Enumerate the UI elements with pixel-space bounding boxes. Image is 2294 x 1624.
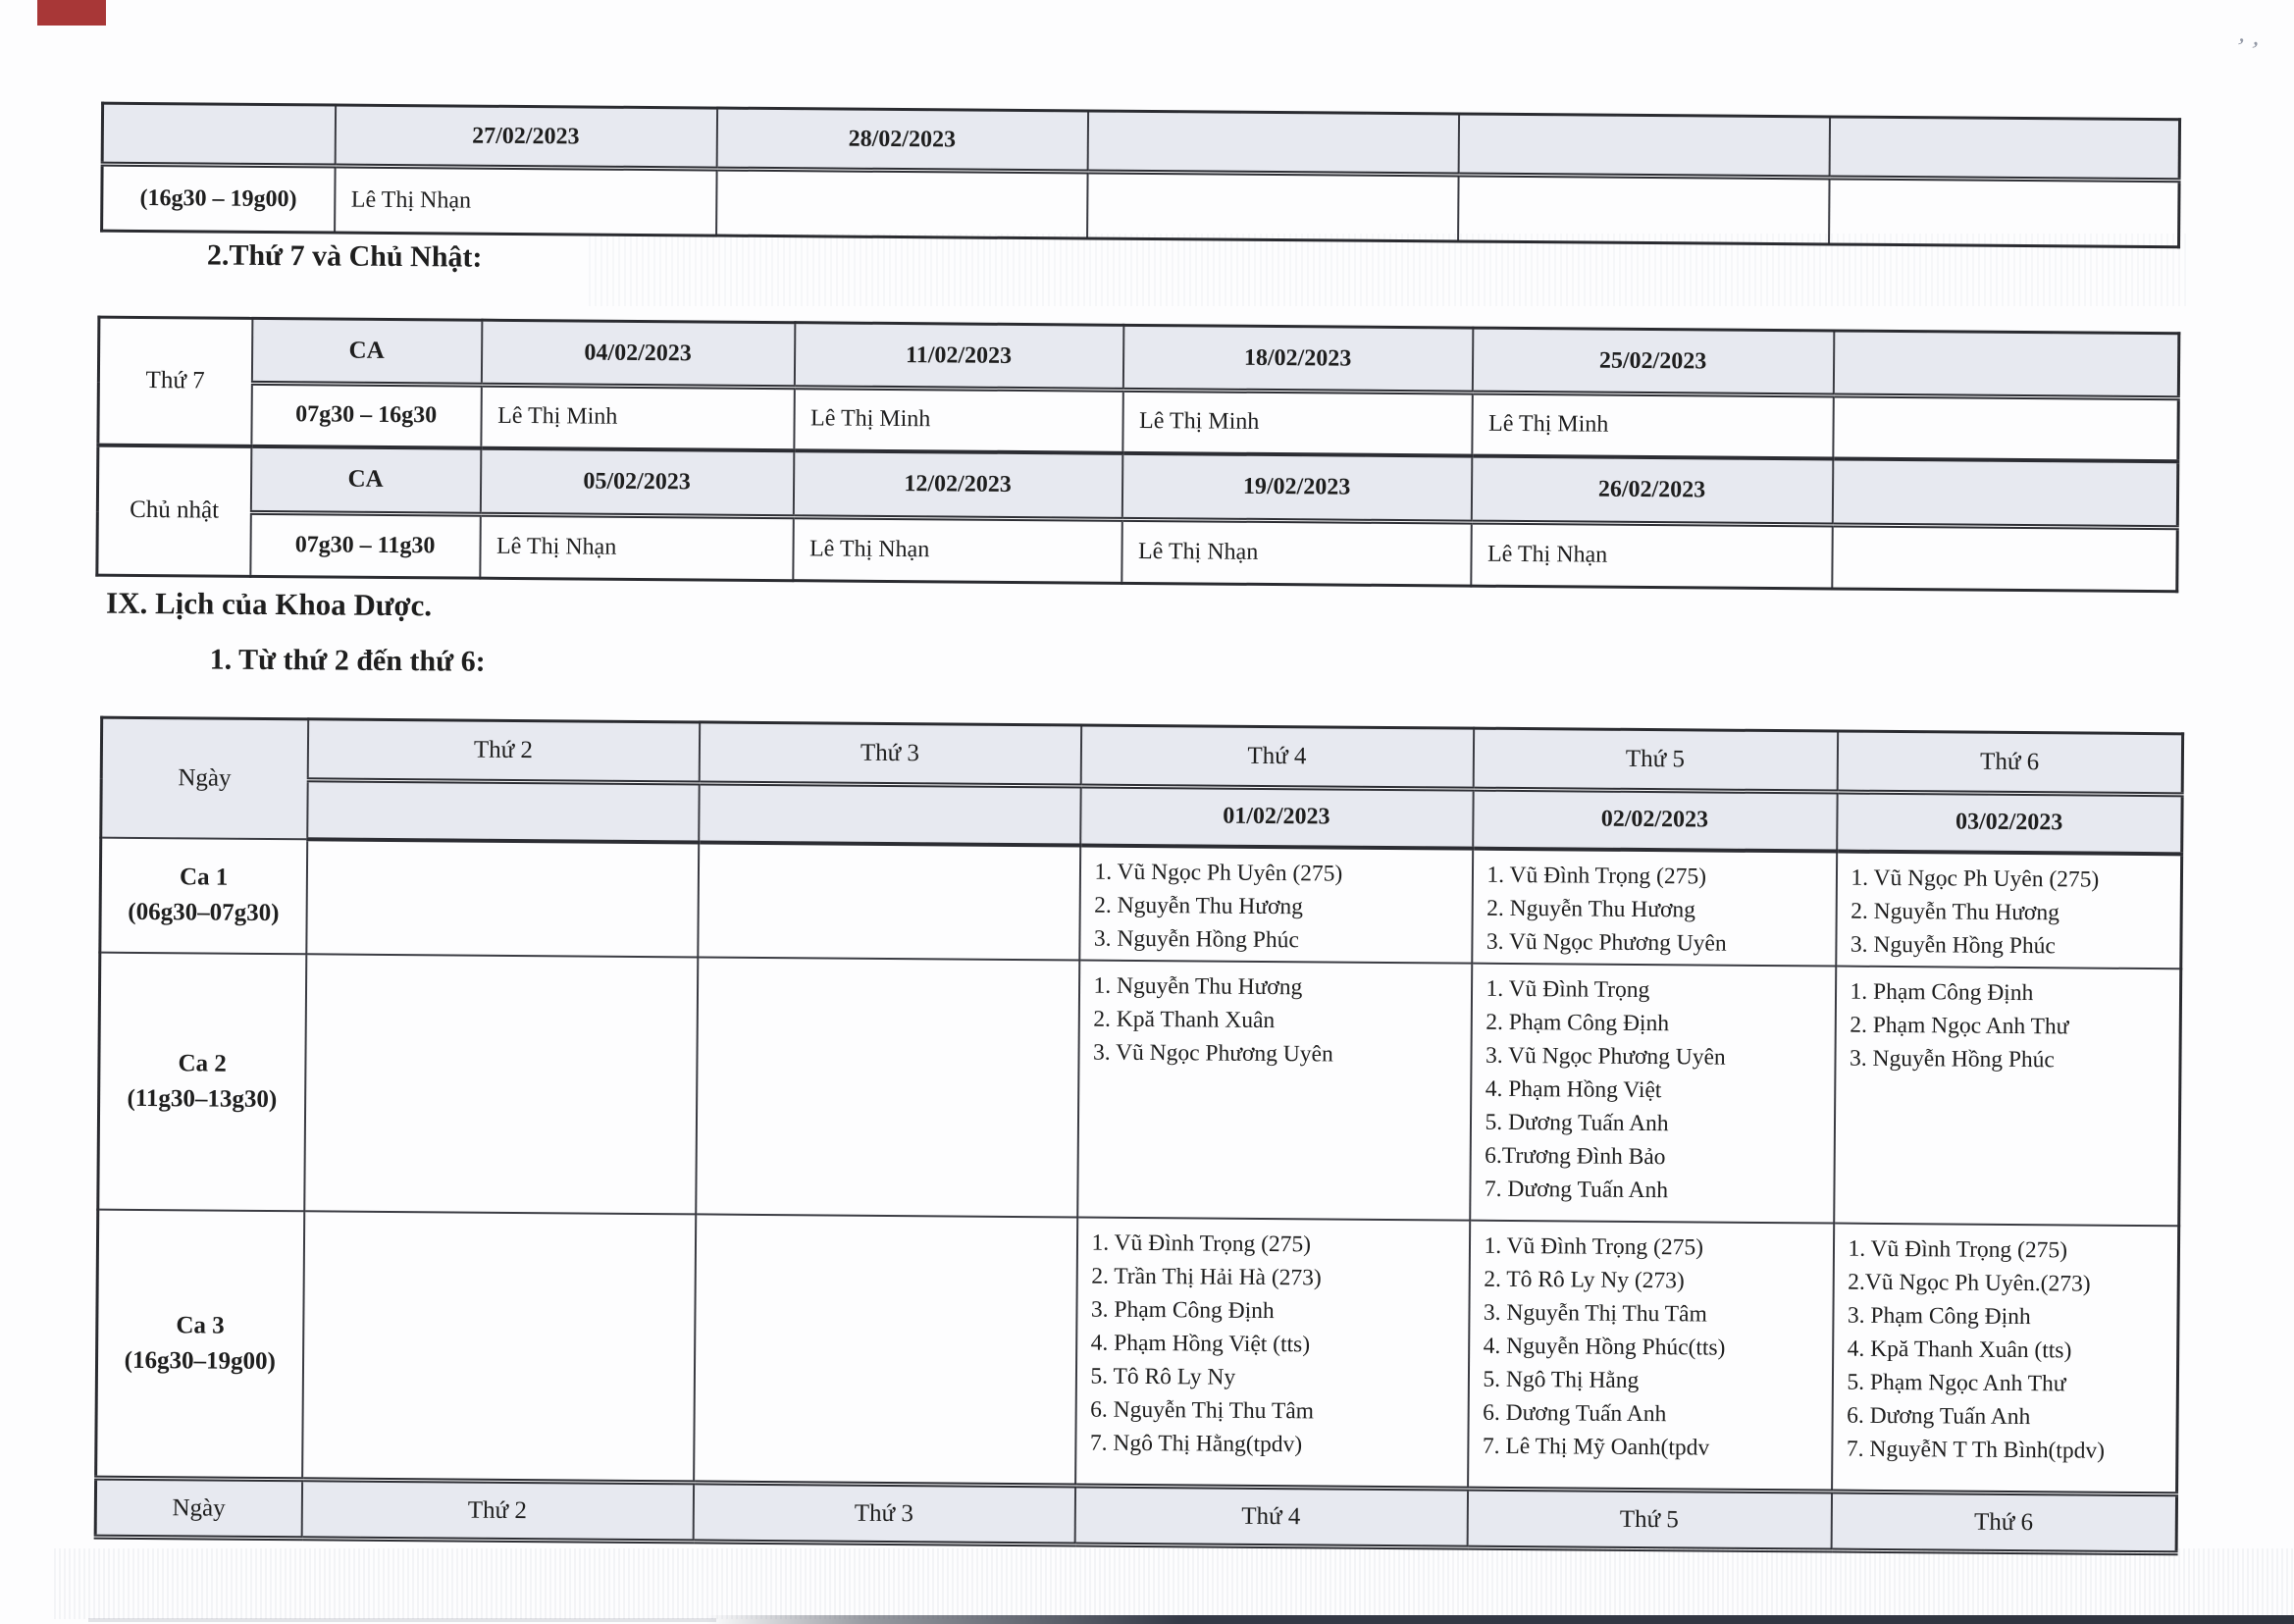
ca-header-cell: CA	[251, 318, 482, 385]
staff-list-cell	[696, 957, 1079, 1217]
date-header-cell: 18/02/2023	[1122, 325, 1473, 393]
time-slot-cell: 07g30 – 16g30	[251, 383, 481, 447]
staff-cell: Lê Thị Minh	[1122, 390, 1472, 455]
shift-name: Ca 3	[176, 1312, 225, 1339]
day-group-cell-sunday: Chủ nhật	[97, 445, 251, 576]
date-header-cell: 02/02/2023	[1473, 789, 1837, 851]
shift-label-cell	[98, 952, 306, 1211]
shift-row-ca1	[100, 837, 2182, 969]
shift-name: Ca 2	[178, 1049, 227, 1077]
staff-cell: Lê Thị Minh	[1472, 393, 1833, 458]
shift-label-cell	[100, 837, 307, 954]
staff-cell: Lê Thị Nhạn	[480, 514, 794, 581]
header-cell-empty	[1832, 458, 2178, 528]
shift-label-cell	[96, 1209, 304, 1480]
staff-list-cell: 1. Vũ Đình Trọng (275) 2.Vũ Ngọc Ph Uyên.(273) 3. Phạm Công Định 4. Kpă Thanh Xuân (tts) 5. Phạm Ngọc Anh Thư 6. Dương Tuấn Anh 7. NguyễN T Th Bình(tpdv)	[1832, 1223, 2179, 1494]
staff-cell: Lê Thị Minh	[481, 385, 794, 450]
date-header-cell: 26/02/2023	[1471, 455, 1833, 525]
date-header-cell: 12/02/2023	[793, 450, 1122, 520]
staff-list-cell: 1. Vũ Đình Trọng (275) 2. Trần Thị Hải Hà (273) 3. Phạm Công Định 4. Phạm Hồng Việt (tts) 5. Tô Rô Ly Ny 6. Nguyễn Thị Thu Tâm 7. Ngô Thị Hằng(tpdv)	[1075, 1217, 1470, 1489]
staff-list-cell	[304, 954, 698, 1214]
time-slot-cell: (16g30 – 19g00)	[102, 164, 336, 233]
weekend-section-heading: 2.Thứ 7 và Chủ Nhật:	[206, 238, 483, 274]
staff-list-cell: 1. Vũ Đình Trọng (275) 2. Nguyễn Thu Hương 3. Vũ Ngọc Phương Uyên	[1472, 848, 1837, 966]
shift-time: (06g30–07g30)	[128, 898, 280, 927]
staff-cell: Lê Thị Nhạn	[793, 517, 1122, 584]
staff-list-cell: 1. Nguyễn Thu Hương 2. Kpă Thanh Xuân 3. Vũ Ngọc Phương Uyên	[1077, 960, 1472, 1220]
day-header-cell: Thứ 2	[307, 719, 699, 783]
date-header-cell: 05/02/2023	[480, 447, 794, 517]
pharmacy-schedule-table	[94, 716, 2185, 1556]
date-header-cell: 04/02/2023	[481, 320, 795, 388]
day-header-cell: Thứ 5	[1473, 728, 1837, 792]
time-slot-cell: 07g30 – 11g30	[250, 512, 481, 578]
bottom-scan-bar	[706, 1615, 2294, 1624]
date-header-cell: 01/02/2023	[1080, 786, 1473, 848]
date-header-cell: 11/02/2023	[794, 323, 1123, 391]
section-heading: IX. Lịch của Khoa Dược.	[105, 585, 433, 623]
scan-artifact-marks: ’’	[2232, 31, 2269, 68]
date-header-cell: 25/02/2023	[1472, 328, 1834, 395]
empty-cell	[1833, 395, 2178, 461]
footer-cell: Ngày	[95, 1478, 301, 1539]
footer-cell: Thứ 2	[301, 1480, 693, 1542]
header-cell-empty	[1458, 114, 1829, 178]
staff-cell: Lê Thị Nhạn	[1121, 519, 1471, 586]
staff-list-cell	[698, 842, 1080, 960]
bottom-scan-line-faint	[88, 1618, 716, 1622]
header-cell-empty	[1087, 111, 1458, 175]
date-header-cell: 28/02/2023	[716, 108, 1087, 172]
weekend-shift-table	[95, 316, 2180, 594]
empty-cell	[1829, 178, 2180, 247]
evening-shift-table	[100, 102, 2181, 249]
shift-row-ca2	[98, 952, 2181, 1226]
header-cell-empty	[699, 783, 1080, 845]
staff-list-cell: 1. Vũ Đình Trọng 2. Phạm Công Định 3. Vũ Ngọc Phương Uyên 4. Phạm Hồng Việt 5. Dương Tuấn Anh 6.Trương Đình Bảo 7. Dương Tuấn Anh	[1470, 963, 1836, 1223]
header-cell-empty	[1829, 117, 2179, 181]
empty-cell	[1458, 175, 1830, 244]
empty-cell	[1087, 172, 1459, 241]
staff-list-cell	[302, 1211, 696, 1483]
empty-cell	[716, 169, 1088, 238]
staff-list-cell	[306, 839, 699, 957]
header-cell-empty	[102, 103, 335, 166]
day-group-cell-saturday: Thứ 7	[98, 317, 252, 445]
day-header-cell: Thứ 4	[1080, 725, 1473, 789]
staff-list-cell: 1. Vũ Đình Trọng (275) 2. Tô Rô Ly Ny (273) 3. Nguyễn Thị Thu Tâm 4. Nguyễn Hồng Phúc(tts) 5. Ngô Thị Hằng 6. Dương Tuấn Anh 7. Lê Thị Mỹ Oanh(tpdv	[1468, 1220, 1834, 1492]
sub-heading: 1. Từ thứ 2 đến thứ 6:	[209, 643, 486, 678]
staff-list-cell: 1. Vũ Ngọc Ph Uyên (275) 2. Nguyễn Thu Hương 3. Nguyễn Hồng Phúc	[1079, 845, 1473, 963]
date-header-cell: 27/02/2023	[335, 105, 716, 169]
date-header-cell: 03/02/2023	[1837, 792, 2182, 854]
staff-list-cell: 1. Vũ Ngọc Ph Uyên (275) 2. Nguyễn Thu Hương 3. Nguyễn Hồng Phúc	[1836, 851, 2182, 969]
footer-cell: Thứ 5	[1467, 1489, 1831, 1550]
empty-cell	[1832, 525, 2177, 592]
header-cell-empty	[1833, 331, 2179, 398]
staff-list-cell	[694, 1214, 1077, 1486]
shift-time: (11g30–13g30)	[127, 1084, 278, 1113]
staff-cell: Lê Thị Nhạn	[1471, 522, 1832, 589]
header-cell-empty	[307, 780, 699, 842]
shift-name: Ca 1	[179, 864, 229, 891]
staff-cell: Lê Thị Nhạn	[335, 166, 717, 236]
ca-header-cell: CA	[250, 445, 481, 514]
day-header-cell: Thứ 6	[1837, 731, 2182, 795]
staff-cell: Lê Thị Minh	[794, 388, 1122, 453]
footer-cell: Thứ 4	[1074, 1486, 1467, 1547]
shift-time: (16g30–19g00)	[124, 1346, 276, 1375]
footer-cell: Thứ 6	[1831, 1492, 2176, 1553]
staff-list-cell: 1. Phạm Công Định 2. Phạm Ngọc Anh Thư 3. Nguyễn Hồng Phúc	[1834, 966, 2181, 1226]
footer-cell: Thứ 3	[693, 1483, 1074, 1545]
shift-row-ca3	[96, 1209, 2179, 1494]
corner-header-cell: Ngày	[101, 717, 308, 839]
day-header-cell: Thứ 3	[699, 722, 1080, 786]
date-header-cell: 19/02/2023	[1121, 452, 1472, 522]
